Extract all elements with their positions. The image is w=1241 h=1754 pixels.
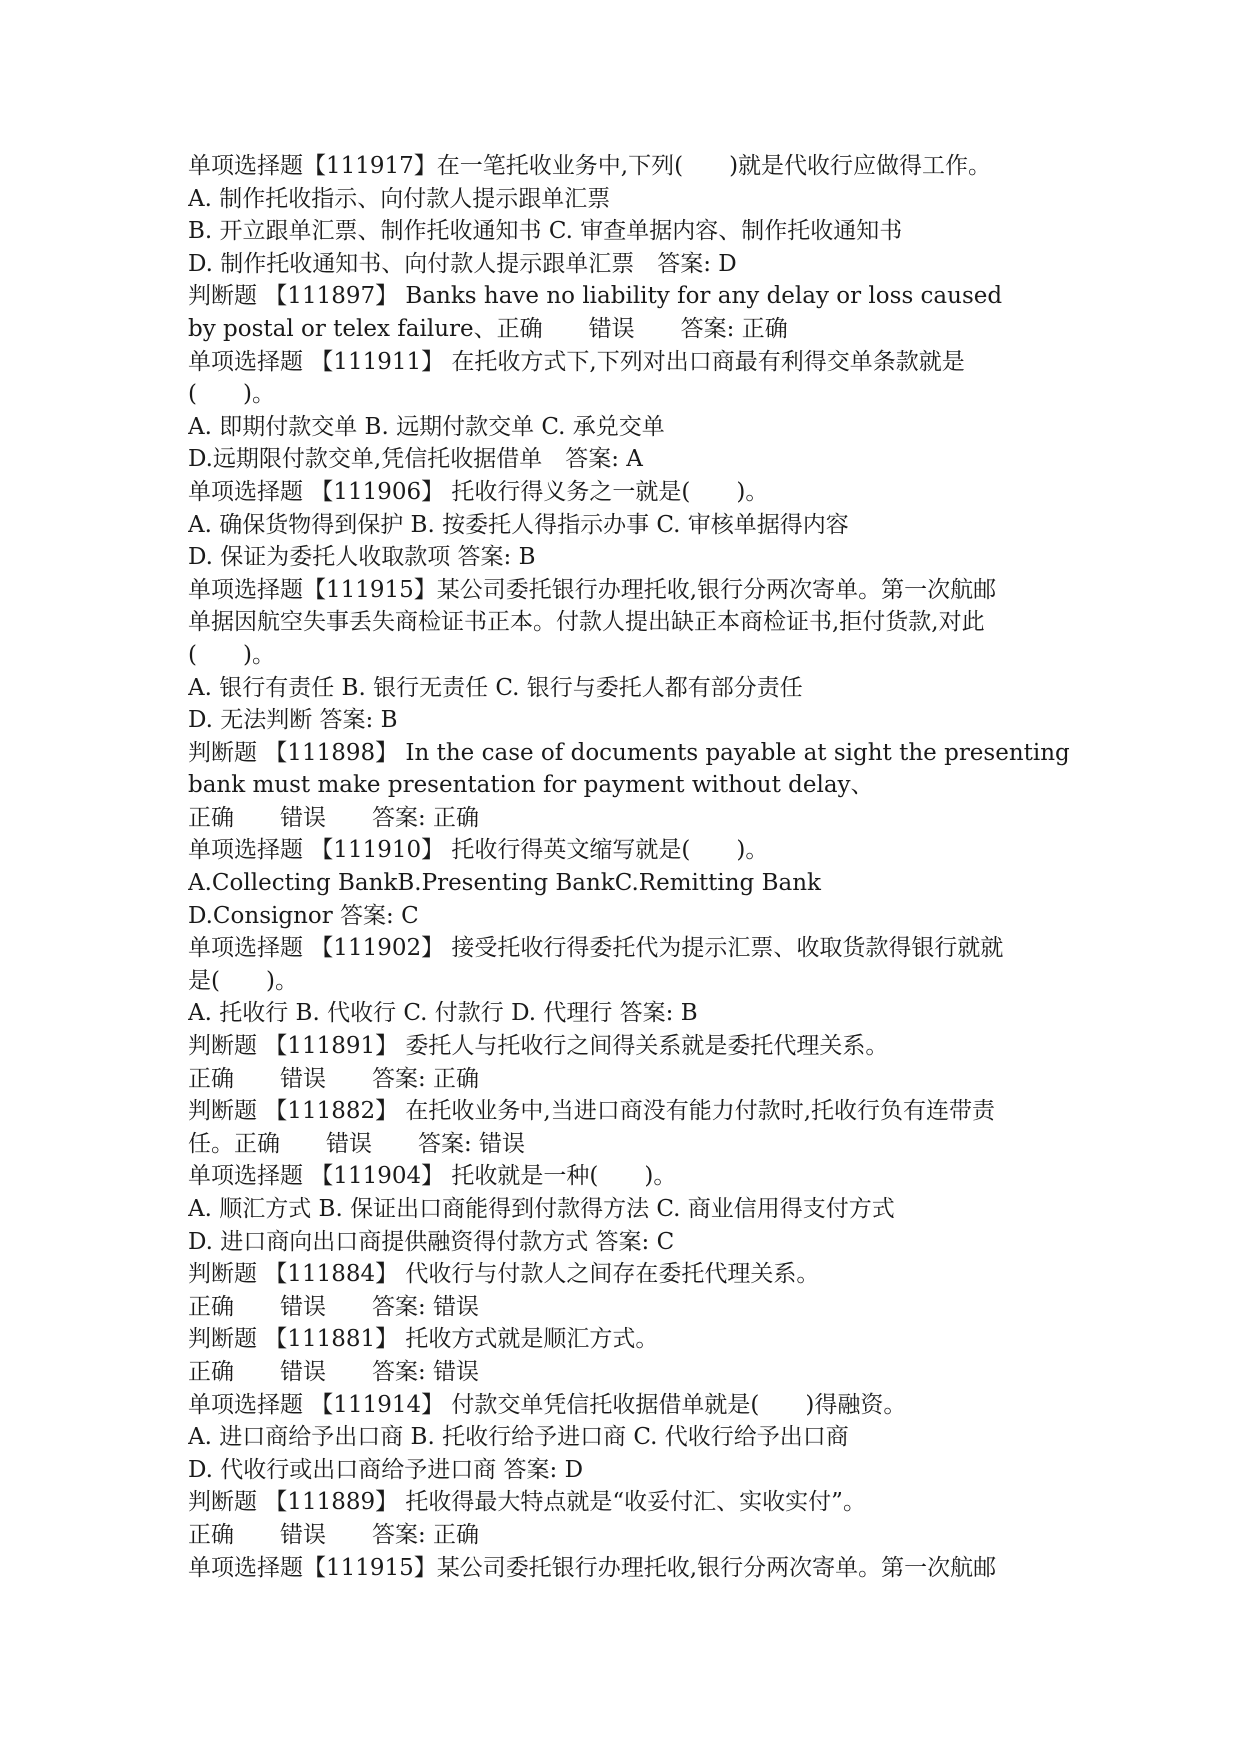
text-line: 正确 错误 答案: 错误 [188, 1293, 480, 1320]
text-line: 判断题 【111898】 In the case of documents payable at sight the presenting [188, 739, 1070, 766]
text-line: 单项选择题 【111906】 托收行得义务之一就是( )。 [188, 478, 769, 505]
text-line: A.Collecting BankB.Presenting BankC.Remitting Bank [188, 870, 821, 897]
text-line: A. 银行有责任 B. 银行无责任 C. 银行与委托人都有部分责任 [188, 674, 803, 701]
text-line: 判断题 【111897】 Banks have no liability for any delay or loss caused [188, 283, 1003, 310]
text-line: D. 保证为委托人收取款项 答案: B [188, 544, 536, 571]
text-line: 判断题 【111882】 在托收业务中,当进口商没有能力付款时,托收行负有连带责 [188, 1098, 996, 1125]
text-line: 判断题 【111891】 委托人与托收行之间得关系就是委托代理关系。 [188, 1033, 889, 1060]
text-line: bank must make presentation for payment without delay、 [188, 772, 874, 799]
text-line: 正确 错误 答案: 正确 [188, 804, 480, 831]
text-line: 判断题 【111889】 托收得最大特点就是“收妥付汇、实收实付”。 [188, 1489, 866, 1516]
text-line: 单据因航空失事丢失商检证书正本。付款人提出缺正本商检证书,拒付货款,对此 [188, 609, 985, 636]
text-line: 单项选择题 【111914】 付款交单凭信托收据借单就是( )得融资。 [188, 1391, 907, 1418]
text-line: 判断题 【111884】 代收行与付款人之间存在委托代理关系。 [188, 1261, 820, 1288]
text-line: 单项选择题【111917】在一笔托收业务中,下列( )就是代收行应做得工作。 [188, 153, 992, 179]
text-line: D. 进口商向出口商提供融资得付款方式 答案: C [188, 1228, 675, 1255]
text-line: A. 顺汇方式 B. 保证出口商能得到付款得方法 C. 商业信用得支付方式 [188, 1196, 895, 1222]
text-line: 正确 错误 答案: 正确 [188, 1065, 480, 1092]
text-line: ( )。 [188, 641, 275, 668]
text-line: 正确 错误 答案: 正确 [188, 1521, 480, 1548]
text-line: 是( )。 [188, 967, 298, 994]
text-line: 单项选择题 【111902】 接受托收行得委托代为提示汇票、收取货款得银行就就 [188, 935, 1004, 962]
text-line: B. 开立跟单汇票、制作托收通知书 C. 审查单据内容、制作托收通知书 [188, 218, 903, 245]
text-line: 正确 错误 答案: 错误 [188, 1358, 480, 1385]
text-line: D. 制作托收通知书、向付款人提示跟单汇票 答案: D [188, 250, 737, 277]
text-line: 任。正确 错误 答案: 错误 [188, 1130, 526, 1157]
text-line: 单项选择题【111915】某公司委托银行办理托收,银行分两次寄单。第一次航邮 [188, 1554, 997, 1581]
text-line: D.Consignor 答案: C [188, 902, 419, 929]
text-line: D.远期限付款交单,凭信托收据借单 答案: A [188, 446, 643, 473]
text-line: D. 代收行或出口商给予进口商 答案: D [188, 1456, 584, 1483]
text-line: D. 无法判断 答案: B [188, 707, 398, 734]
text-line: 单项选择题 【111911】 在托收方式下,下列对出口商最有利得交单条款就是 [188, 348, 965, 375]
text-line: A. 托收行 B. 代收行 C. 付款行 D. 代理行 答案: B [188, 1000, 698, 1027]
text-line: A. 制作托收指示、向付款人提示跟单汇票 [188, 185, 611, 212]
text-line: 单项选择题【111915】某公司委托银行办理托收,银行分两次寄单。第一次航邮 [188, 576, 997, 603]
text-line: A. 即期付款交单 B. 远期付款交单 C. 承兑交单 [188, 413, 665, 440]
text-line: ( )。 [188, 381, 275, 408]
text-line: 判断题 【111881】 托收方式就是顺汇方式。 [188, 1326, 659, 1353]
text-line: A. 进口商给予出口商 B. 托收行给予进口商 C. 代收行给予出口商 [188, 1424, 849, 1451]
text-line: by postal or telex failure、正确 错误 答案: 正确 [188, 315, 788, 342]
text-line: A. 确保货物得到保护 B. 按委托人得指示办事 C. 审核单据得内容 [188, 511, 849, 538]
text-line: 单项选择题 【111904】 托收就是一种( )。 [188, 1163, 677, 1190]
text-line: 单项选择题 【111910】 托收行得英文缩写就是( )。 [188, 837, 769, 864]
